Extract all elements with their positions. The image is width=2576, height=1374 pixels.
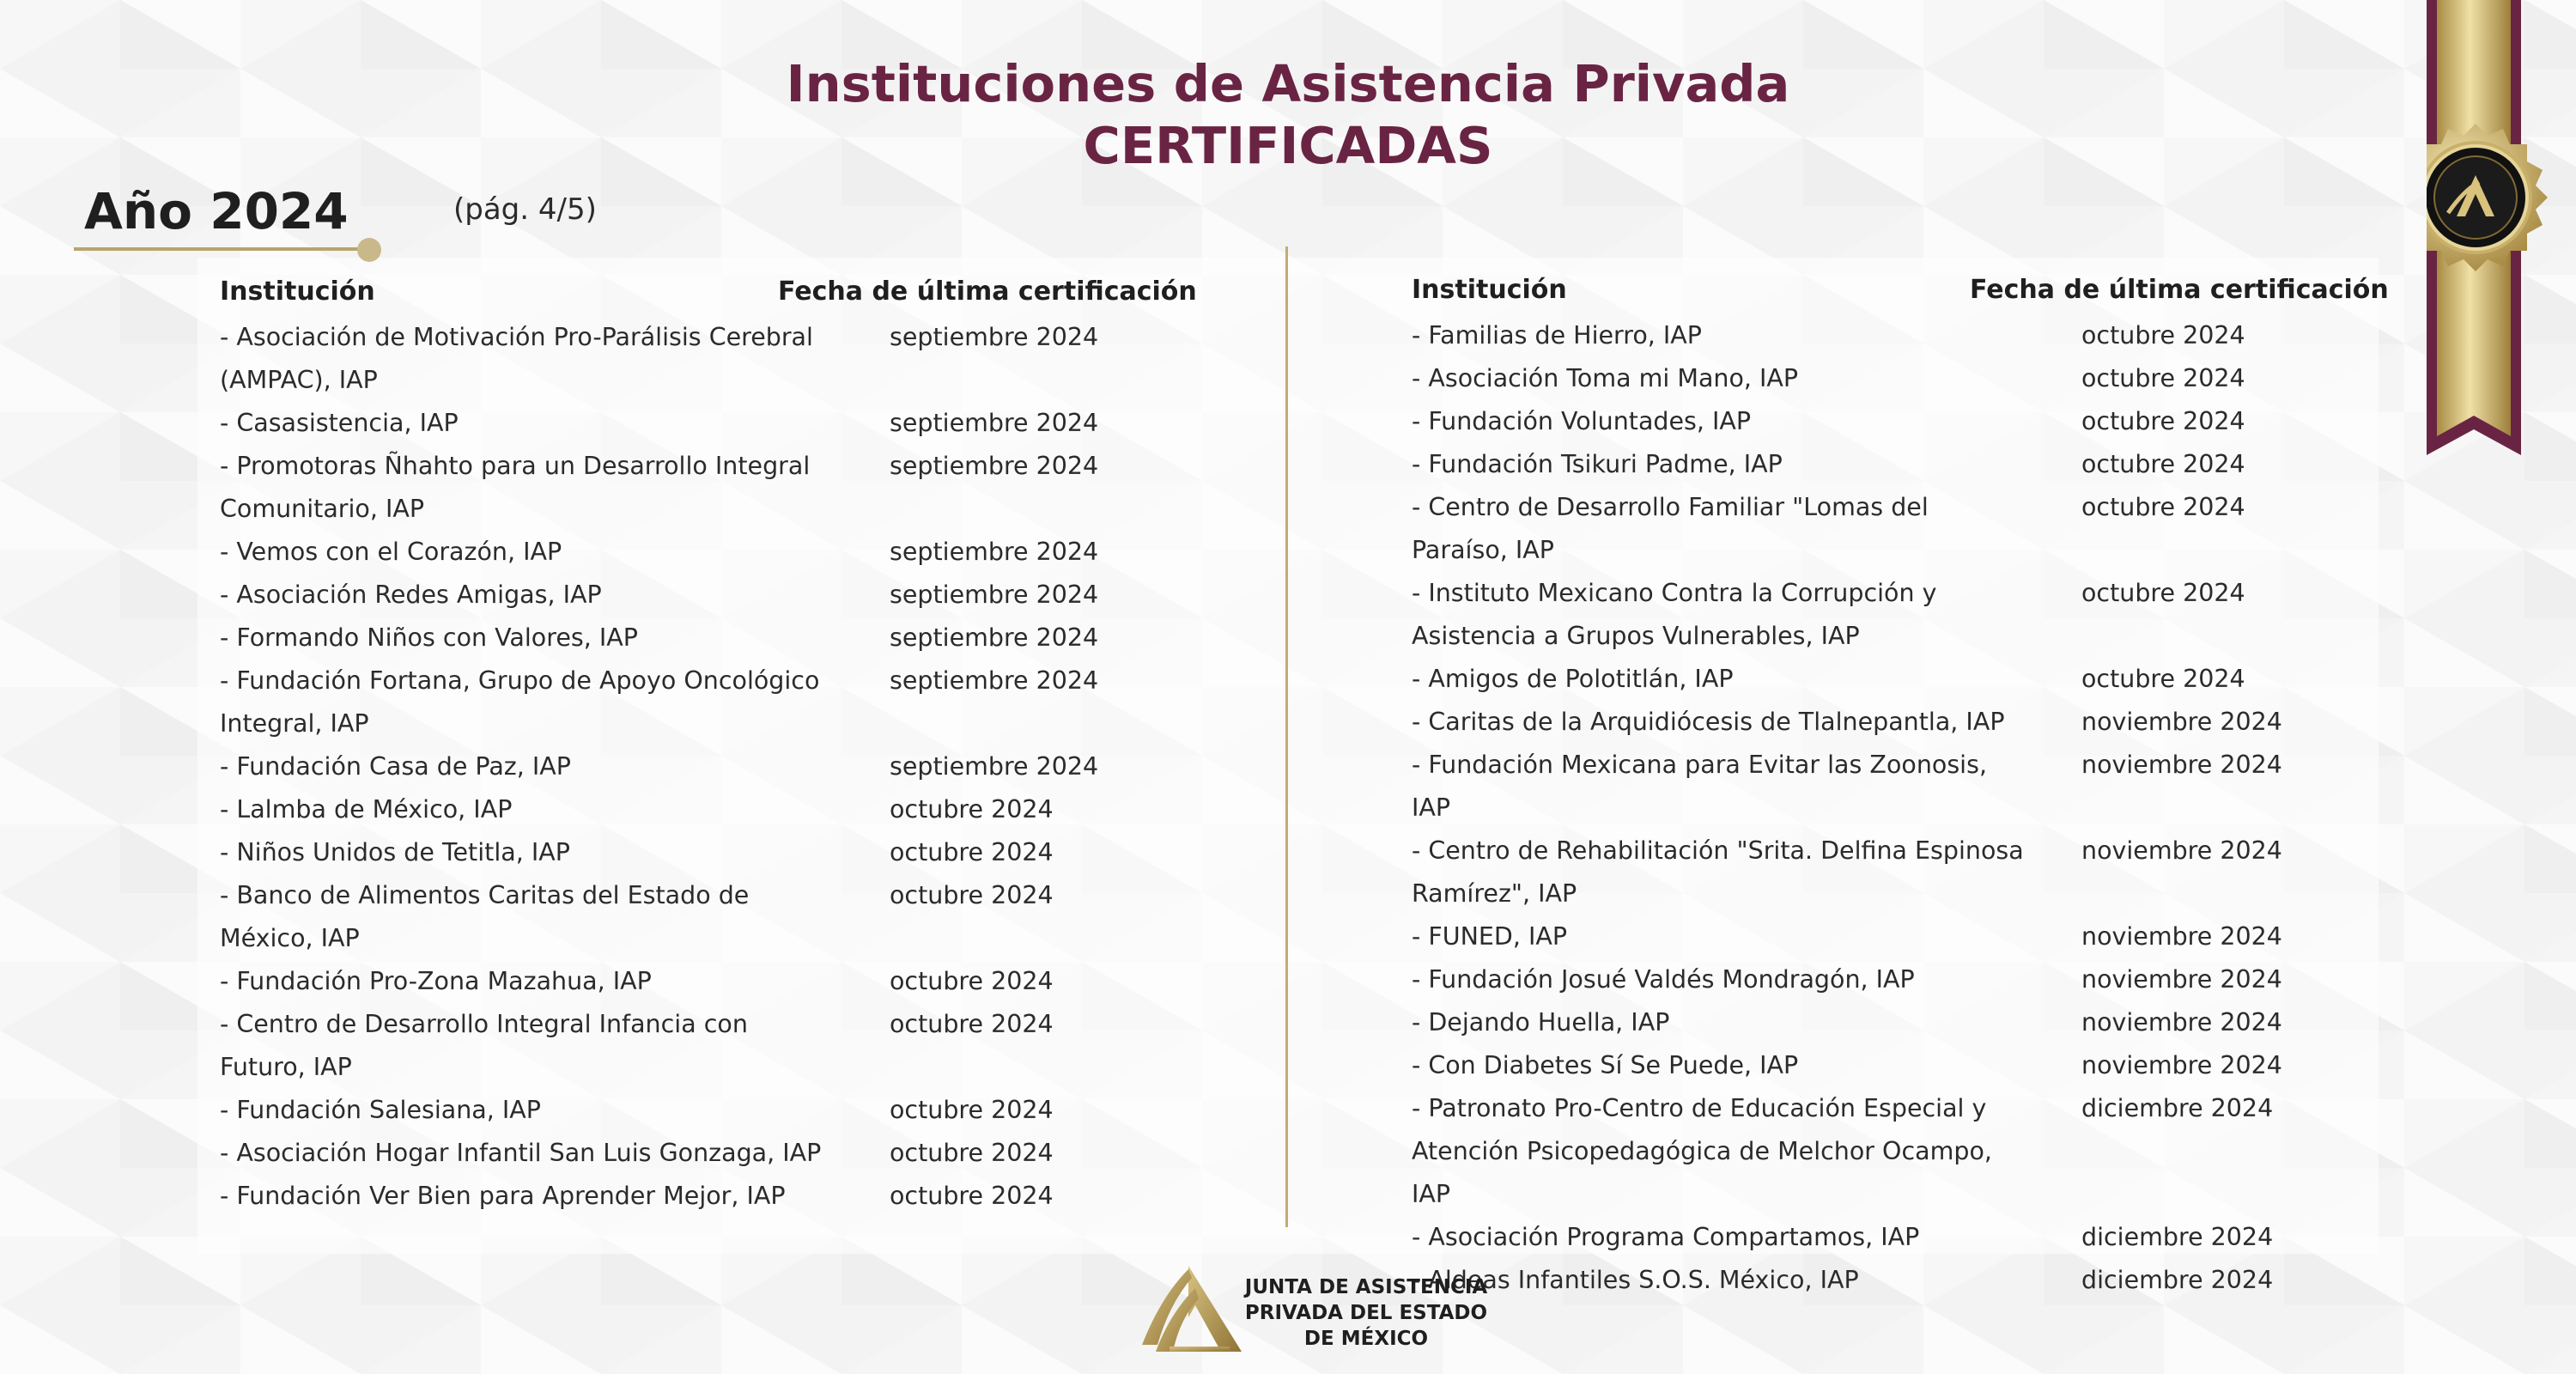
institution-name: - Asociación Programa Compartamos, IAP [1412, 1223, 1920, 1251]
institution-name: - Familias de Hierro, IAP [1412, 321, 1702, 350]
institution-name: - Asociación Redes Amigas, IAP [220, 581, 602, 609]
certification-date: septiembre 2024 [890, 409, 1099, 437]
institution-name: - Centro de Desarrollo Integral Infancia con Futuro, IAP [220, 1010, 748, 1081]
institution-name: - Caritas de la Arquidiócesis de Tlalnepantla, IAP [1412, 708, 2005, 736]
right-list [1412, 314, 2476, 1302]
institution-name: - Banco de Alimentos Caritas del Estado de México, IAP [220, 881, 750, 952]
list-item [1412, 486, 2476, 572]
list-item [1412, 1044, 2476, 1087]
page-title [0, 53, 2576, 177]
certification-date: septiembre 2024 [890, 581, 1099, 609]
list-item [220, 402, 1285, 445]
institution-name: - Asociación Toma mi Mano, IAP [1412, 364, 1799, 392]
title-line-1: Instituciones de Asistencia Privada [786, 54, 1790, 113]
certification-date: octubre 2024 [890, 1010, 1054, 1038]
institution-name: - Niños Unidos de Tetitla, IAP [220, 838, 570, 866]
institution-name: - Fundación Josué Valdés Mondragón, IAP [1412, 965, 1915, 994]
list-item [220, 574, 1285, 617]
certification-date: octubre 2024 [890, 1096, 1054, 1124]
certification-date: octubre 2024 [2081, 665, 2245, 693]
institution-name: - FUNED, IAP [1412, 922, 1568, 951]
column-divider [1285, 246, 1288, 1227]
footer-line-2: PRIVADA DEL ESTADO [1244, 1302, 1488, 1324]
institution-name: - Instituto Mexicano Contra la Corrupción y Asistencia a Grupos Vulnerables, IAP [1412, 579, 1937, 650]
list-item [1412, 1001, 2476, 1044]
list-item [1412, 1087, 2476, 1216]
header-institution: Institución [1412, 275, 1567, 305]
certification-date: octubre 2024 [890, 1139, 1054, 1167]
list-item [1412, 572, 2476, 658]
institution-name: - Fundación Tsikuri Padme, IAP [1412, 450, 1783, 478]
certification-date: septiembre 2024 [890, 452, 1099, 480]
list-item [1412, 400, 2476, 443]
certification-date: octubre 2024 [890, 967, 1054, 995]
institution-name: - Amigos de Polotitlán, IAP [1412, 665, 1734, 693]
list-item [220, 617, 1285, 660]
list-item [1412, 658, 2476, 701]
list-item [220, 1089, 1285, 1132]
certification-date: diciembre 2024 [2081, 1266, 2274, 1294]
institution-name: - Fundación Mexicana para Evitar las Zoonosis, IAP [1412, 751, 1988, 822]
list-item [1412, 744, 2476, 830]
list-item [1412, 1216, 2476, 1259]
header-date: Fecha de última certificación [778, 277, 1197, 307]
list-item [220, 831, 1285, 874]
institution-name: - Patronato Pro-Centro de Educación Especial y Atención Psicopedagógica de Melchor Ocampo, IAP [1412, 1094, 1992, 1208]
list-item [220, 445, 1285, 531]
certification-date: octubre 2024 [890, 838, 1054, 866]
year-underline-dot [357, 238, 381, 262]
institution-name: - Fundación Fortana, Grupo de Apoyo Oncológico Integral, IAP [220, 666, 820, 738]
institution-name: - Centro de Rehabilitación "Srita. Delfina Espinosa Ramírez", IAP [1412, 836, 2024, 908]
jap-logo-icon [1135, 1262, 1247, 1357]
list-item [1412, 958, 2476, 1001]
institution-name: - Fundación Salesiana, IAP [220, 1096, 541, 1124]
list-item [220, 874, 1285, 960]
certification-ribbon [2427, 0, 2573, 455]
institution-name: - Fundación Voluntades, IAP [1412, 407, 1752, 435]
list-item [220, 1132, 1285, 1175]
page-indicator: (pág. 4/5) [453, 192, 597, 227]
footer-organization [1242, 1274, 1491, 1352]
list-item [220, 1003, 1285, 1089]
institution-name: - Asociación de Motivación Pro-Parálisis Cerebral (AMPAC), IAP [220, 323, 813, 394]
institution-name: - Centro de Desarrollo Familiar "Lomas del Paraíso, IAP [1412, 493, 1929, 564]
list-item [220, 960, 1285, 1003]
list-item [220, 788, 1285, 831]
list-item [220, 531, 1285, 574]
list-item [1412, 1259, 2476, 1302]
right-table-header [1412, 275, 2476, 314]
institution-name: - Casasistencia, IAP [220, 409, 459, 437]
seal-badge-icon [2427, 124, 2548, 271]
certification-date: noviembre 2024 [2081, 922, 2282, 951]
institution-name: - Con Diabetes Sí Se Puede, IAP [1412, 1051, 1799, 1079]
list-item [220, 1175, 1285, 1218]
certification-date: noviembre 2024 [2081, 965, 2282, 994]
certification-date: septiembre 2024 [890, 752, 1099, 781]
list-item [220, 745, 1285, 788]
certification-date: octubre 2024 [2081, 364, 2245, 392]
certification-date: noviembre 2024 [2081, 1008, 2282, 1037]
footer-line-1: JUNTA DE ASISTENCIA [1244, 1276, 1488, 1298]
institution-name: - Fundación Pro-Zona Mazahua, IAP [220, 967, 652, 995]
institution-name: - Asociación Hogar Infantil San Luis Gonzaga, IAP [220, 1139, 822, 1167]
certification-date: octubre 2024 [2081, 579, 2245, 607]
certification-date: noviembre 2024 [2081, 751, 2282, 779]
institution-name: - Dejando Huella, IAP [1412, 1008, 1670, 1037]
certification-date: diciembre 2024 [2081, 1094, 2274, 1122]
list-item [1412, 314, 2476, 357]
certification-date: octubre 2024 [890, 1182, 1054, 1210]
header-institution: Institución [220, 277, 375, 307]
year-underline [74, 247, 366, 251]
certification-date: septiembre 2024 [890, 323, 1099, 351]
certification-date: octubre 2024 [2081, 450, 2245, 478]
certification-date: septiembre 2024 [890, 666, 1099, 695]
footer-line-3: DE MÉXICO [1303, 1328, 1429, 1350]
certification-date: noviembre 2024 [2081, 1051, 2282, 1079]
institution-name: - Fundación Casa de Paz, IAP [220, 752, 571, 781]
institution-name: - Fundación Ver Bien para Aprender Mejor, IAP [220, 1182, 786, 1210]
institution-name: - Aldeas Infantiles S.O.S. México, IAP [1412, 1266, 1859, 1294]
list-item [1412, 357, 2476, 400]
institution-name: - Formando Niños con Valores, IAP [220, 623, 638, 652]
left-table-header [220, 277, 1285, 316]
certification-date: octubre 2024 [2081, 407, 2245, 435]
certification-date: noviembre 2024 [2081, 708, 2282, 736]
list-item [1412, 701, 2476, 744]
list-item [220, 660, 1285, 745]
certification-date: octubre 2024 [890, 881, 1054, 909]
header-date: Fecha de última certificación [1970, 275, 2389, 305]
right-column [1412, 275, 2476, 1302]
certification-date: septiembre 2024 [890, 623, 1099, 652]
institution-name: - Vemos con el Corazón, IAP [220, 538, 562, 566]
list-item [1412, 830, 2476, 915]
certification-date: noviembre 2024 [2081, 836, 2282, 865]
title-line-2: CERTIFICADAS [1083, 116, 1493, 175]
certification-date: octubre 2024 [2081, 321, 2245, 350]
list-item [1412, 443, 2476, 486]
certification-date: octubre 2024 [2081, 493, 2245, 521]
institution-name: - Lalmba de México, IAP [220, 795, 513, 824]
list-item [220, 316, 1285, 402]
certification-date: diciembre 2024 [2081, 1223, 2274, 1251]
left-column [220, 277, 1285, 1218]
list-item [1412, 915, 2476, 958]
certification-date: octubre 2024 [890, 795, 1054, 824]
year-label: Año 2024 [84, 182, 349, 240]
left-list [220, 316, 1285, 1218]
certification-date: septiembre 2024 [890, 538, 1099, 566]
institution-name: - Promotoras Ñhahto para un Desarrollo Integral Comunitario, IAP [220, 452, 811, 523]
